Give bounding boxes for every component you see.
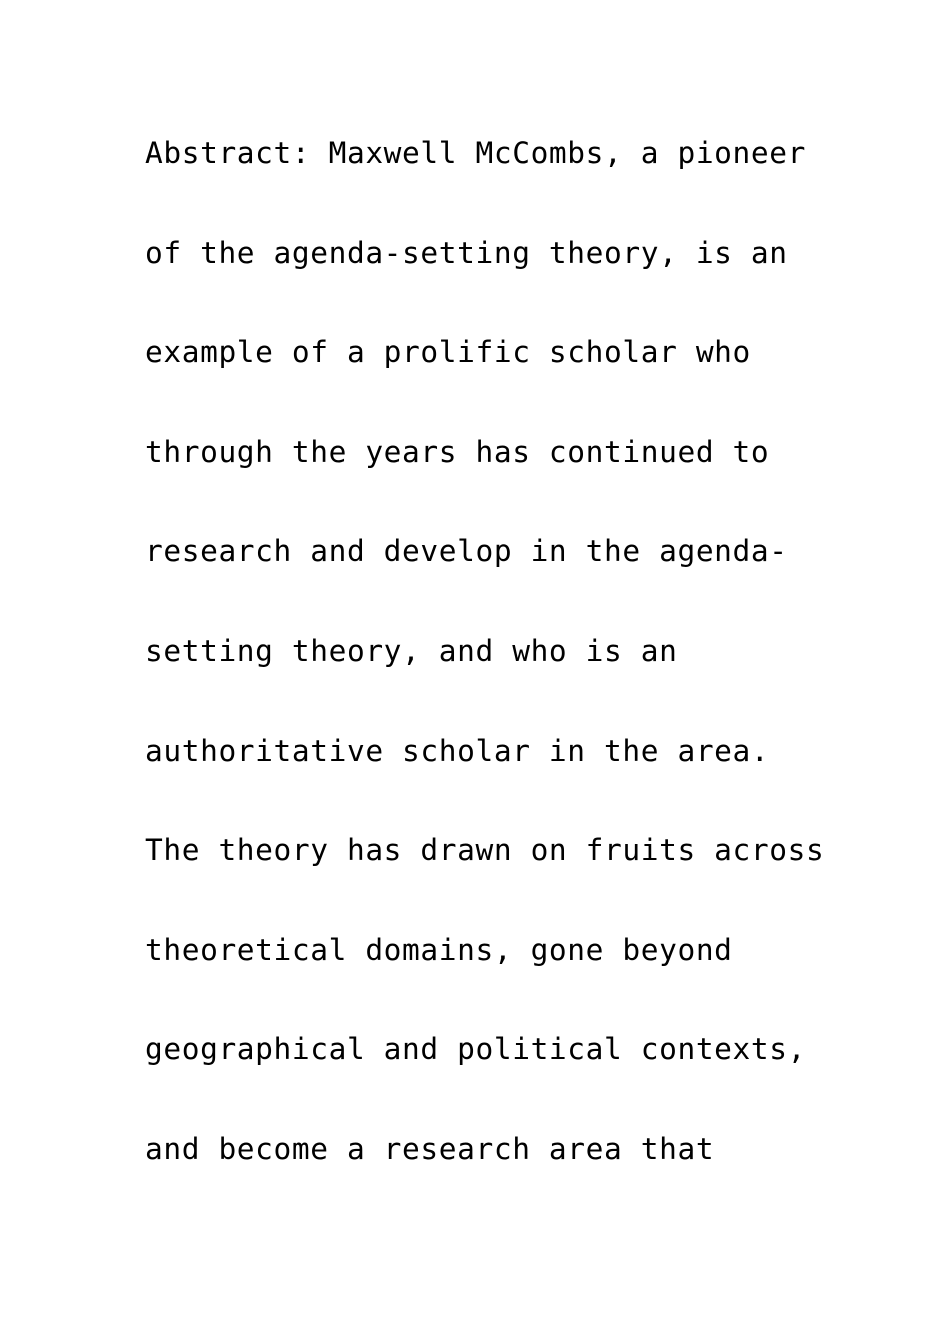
text-line: research and develop in the agenda- <box>145 534 788 569</box>
text-line: through the years has continued to <box>145 434 770 469</box>
text-line: The theory has drawn on fruits across <box>145 833 825 868</box>
text-line: of the agenda-setting theory, is an <box>145 235 788 270</box>
text-line: example of a prolific scholar who <box>145 335 751 370</box>
text-line: geographical and political contexts, <box>145 1032 806 1067</box>
text-line: theoretical domains, gone beyond <box>145 932 733 967</box>
text-line: Abstract: Maxwell McCombs, a pioneer <box>145 136 806 170</box>
abstract-paragraph <box>145 128 845 1224</box>
text-line: setting theory, and who is an <box>145 633 678 668</box>
text-line: authoritative scholar in the area. <box>145 733 770 768</box>
text-line: and become a research area that <box>145 1131 715 1166</box>
